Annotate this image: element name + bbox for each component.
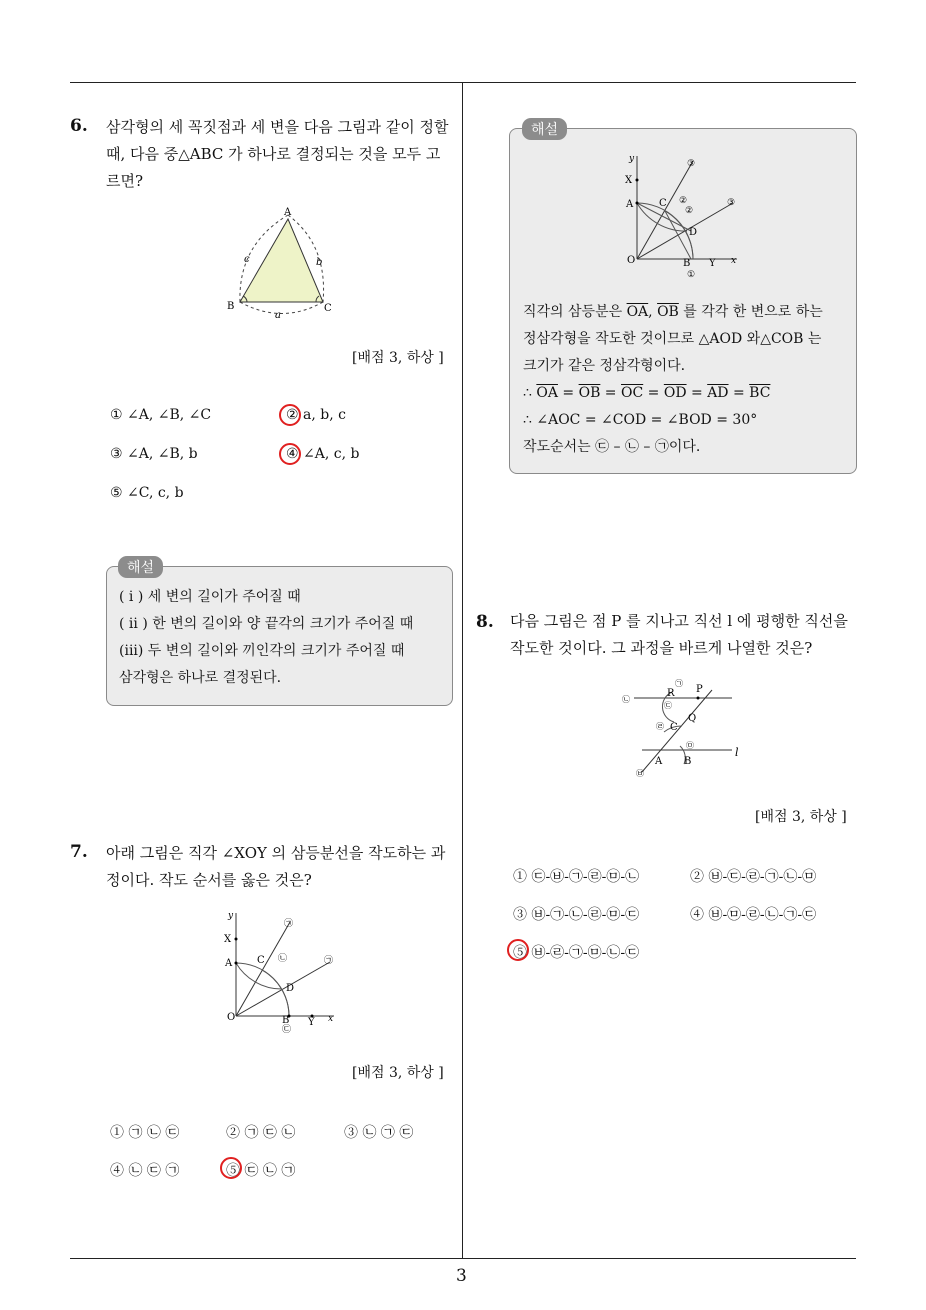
q7-explanation-text (523, 299, 853, 461)
q8-option-1[interactable]: ① ㉢-㉥-㉠-㉣-㉤-㉡ (513, 869, 640, 885)
q8-label-C: C (670, 722, 678, 733)
q8-option-5[interactable]: ⑤ ㉥-㉣-㉠-㉤-㉡-㉢ (513, 945, 640, 961)
q7-explanation-box (509, 128, 857, 474)
exp-label-C: C (659, 198, 667, 209)
q6-triangle (240, 219, 323, 302)
q8-line-2: 작도한 것이다. 그 과정을 바르게 나열한 것은? (510, 639, 813, 657)
exp-label-B: B (683, 258, 691, 269)
q6-label-a: a (275, 310, 281, 320)
q8-question (510, 608, 860, 662)
q7-exp-line-6: 작도순서는 ㉢ – ㉡ – ㉠이다. (523, 439, 701, 455)
q6-explanation-box (106, 566, 453, 706)
q6-label-C: C (324, 303, 332, 314)
q7-label-D: D (286, 983, 295, 994)
exp-label-y: y (629, 154, 635, 164)
q8-option-2[interactable]: ② ㉥-㉢-㉣-㉠-㉡-㉤ (690, 869, 817, 885)
q7-line-2: 정이다. 작도 순서를 옳은 것은? (106, 871, 312, 889)
exp-label-O: O (627, 255, 636, 266)
q6-score: [배점 3, 하상 ] (352, 350, 444, 366)
q6-option-5[interactable]: ⑤ ∠C, c, b (110, 485, 184, 501)
q6-explanation-tag: 해설 (118, 556, 163, 578)
q7-exp-line-4: ∴ $\overline{OA} = \overline{OB} = \overline{OC} = \overline{OD} = \overline{AD} = \overline{BC}$ (523, 385, 771, 401)
q7-exp-line-5: ∴ ∠AOC = ∠COD = ∠BOD = 30° (523, 412, 758, 428)
bottom-rule (70, 1258, 856, 1259)
exp-label-Y: Y (709, 258, 716, 269)
q6-option-3[interactable]: ③ ∠A, ∠B, b (110, 446, 198, 462)
q8-label-R: R (667, 688, 675, 699)
q8-mark-2: ㉡ (622, 695, 630, 704)
exp-mark-1: ① (687, 270, 696, 280)
q6-exp-line-3: (iii) 두 변의 길이와 끼인각의 크기가 주어질 때 (119, 643, 405, 659)
exp-label-A: A (626, 199, 634, 210)
exp-mark-3b: ③ (727, 198, 736, 208)
q6-triangle-figure (220, 205, 345, 320)
exp-label-X: X (625, 175, 633, 186)
q8-label-Q: Q (688, 713, 697, 724)
q7-label-X: X (224, 934, 232, 945)
q7-line-1: 아래 그림은 직각 ∠XOY 의 삼등분선을 작도하는 과 (106, 844, 446, 862)
q6-answer-mark-4 (279, 443, 301, 465)
top-rule (70, 82, 856, 83)
q6-exp-line-1: ( i ) 세 변의 길이가 주어질 때 (119, 589, 301, 605)
exp-mark-2a: ② (679, 196, 688, 206)
q6-question (106, 114, 466, 195)
q7-mark-4: ㉠ (324, 956, 334, 966)
q6-number: 6. (70, 116, 88, 136)
q8-option-4[interactable]: ④ ㉥-㉤-㉣-㉡-㉠-㉢ (690, 907, 817, 923)
q7-label-x: x (328, 1014, 334, 1024)
q8-label-P: P (696, 684, 703, 695)
q8-label-A: A (655, 756, 663, 767)
q6-line-1: 삼각형의 세 꼭짓점과 세 변을 다음 그림과 같이 정할 (106, 118, 449, 136)
q7-exp-line-1: 직각의 삼등분은 $\overline{OA}$, $\overline{OB}$ 를 각각 한 변으로 하는 (523, 304, 823, 320)
exp-label-x: x (731, 256, 737, 266)
q8-mark-3: ㉢ (664, 701, 672, 710)
q7-label-Y: Y (308, 1017, 315, 1028)
q6-option-1[interactable]: ① ∠A, ∠B, ∠C (110, 407, 212, 423)
q7-mark-1: ㉠ (284, 919, 294, 929)
q7-explanation-figure (625, 151, 755, 281)
q8-answer-mark-5 (507, 939, 529, 961)
q6-line-2: 때, 다음 중△ABC 가 하나로 결정되는 것을 모두 고 (106, 145, 441, 163)
q6-exp-line-2: ( ii ) 한 변의 길이와 양 끝각의 크기가 주어질 때 (119, 616, 414, 632)
exp-mark-2b: ② (685, 206, 694, 216)
q8-line-1: 다음 그림은 점 P 를 지나고 직선 l 에 평행한 직선을 (510, 612, 848, 630)
q6-option-4[interactable]: ④ ∠A, c, b (286, 446, 360, 462)
q7-option-5[interactable]: ⑤ ㉢ ㉡ ㉠ (226, 1163, 296, 1179)
q7-label-O: O (227, 1012, 236, 1023)
exp-label-D: D (689, 227, 698, 238)
q8-label-l: l (735, 746, 739, 759)
q8-option-3[interactable]: ③ ㉥-㉠-㉡-㉣-㉤-㉢ (513, 907, 640, 923)
q7-label-C: C (257, 955, 265, 966)
exp-mark-3a: ③ (687, 159, 696, 169)
q8-mark-6: ㉥ (636, 769, 644, 778)
page-number: 3 (456, 1266, 467, 1286)
q8-score: [배점 3, 하상 ] (755, 809, 847, 825)
q6-label-b: b (316, 257, 323, 268)
q7-label-A: A (225, 958, 233, 969)
q7-explanation-tag: 해설 (522, 118, 567, 140)
q7-option-3[interactable]: ③ ㉡ ㉠ ㉢ (344, 1125, 414, 1141)
q7-exp-line-2: 정삼각형을 작도한 것이므로 △AOD 와△COB 는 (523, 331, 822, 347)
q7-label-B: B (282, 1015, 290, 1026)
q7-mark-2: ㉡ (278, 954, 288, 964)
q6-explanation-text (119, 584, 413, 692)
q7-exp-line-3: 크기가 같은 정삼각형이다. (523, 358, 686, 374)
q6-line-3: 르면? (106, 172, 144, 190)
q6-arc-a (240, 302, 323, 314)
q7-answer-mark-5 (220, 1157, 242, 1179)
q6-label-A: A (284, 207, 292, 218)
q6-label-B: B (227, 301, 235, 312)
q6-option-2[interactable]: ② a, b, c (286, 407, 346, 423)
q7-trisection-figure (222, 908, 342, 1033)
column-divider (462, 83, 463, 1258)
q8-parallel-figure (620, 672, 750, 784)
q8-label-B: B (684, 756, 692, 767)
q6-answer-mark-2 (279, 404, 301, 426)
q7-option-4[interactable]: ④ ㉡ ㉢ ㉠ (110, 1163, 180, 1179)
q7-option-2[interactable]: ② ㉠ ㉢ ㉡ (226, 1125, 296, 1141)
q7-option-1[interactable]: ① ㉠ ㉡ ㉢ (110, 1125, 180, 1141)
q6-label-c: c (244, 254, 250, 265)
q7-question (106, 840, 466, 894)
q8-number: 8. (476, 612, 494, 632)
q7-label-y: y (228, 911, 234, 921)
q7-score: [배점 3, 하상 ] (352, 1065, 444, 1081)
q6-exp-line-4: 삼각형은 하나로 결정된다. (119, 670, 282, 686)
q8-mark-4: ㉣ (656, 722, 664, 731)
q7-mark-3: ㉢ (282, 1025, 292, 1033)
q8-mark-5: ㉤ (686, 741, 694, 750)
q8-mark-1: ㉠ (675, 679, 683, 688)
q7-number: 7. (70, 842, 88, 862)
